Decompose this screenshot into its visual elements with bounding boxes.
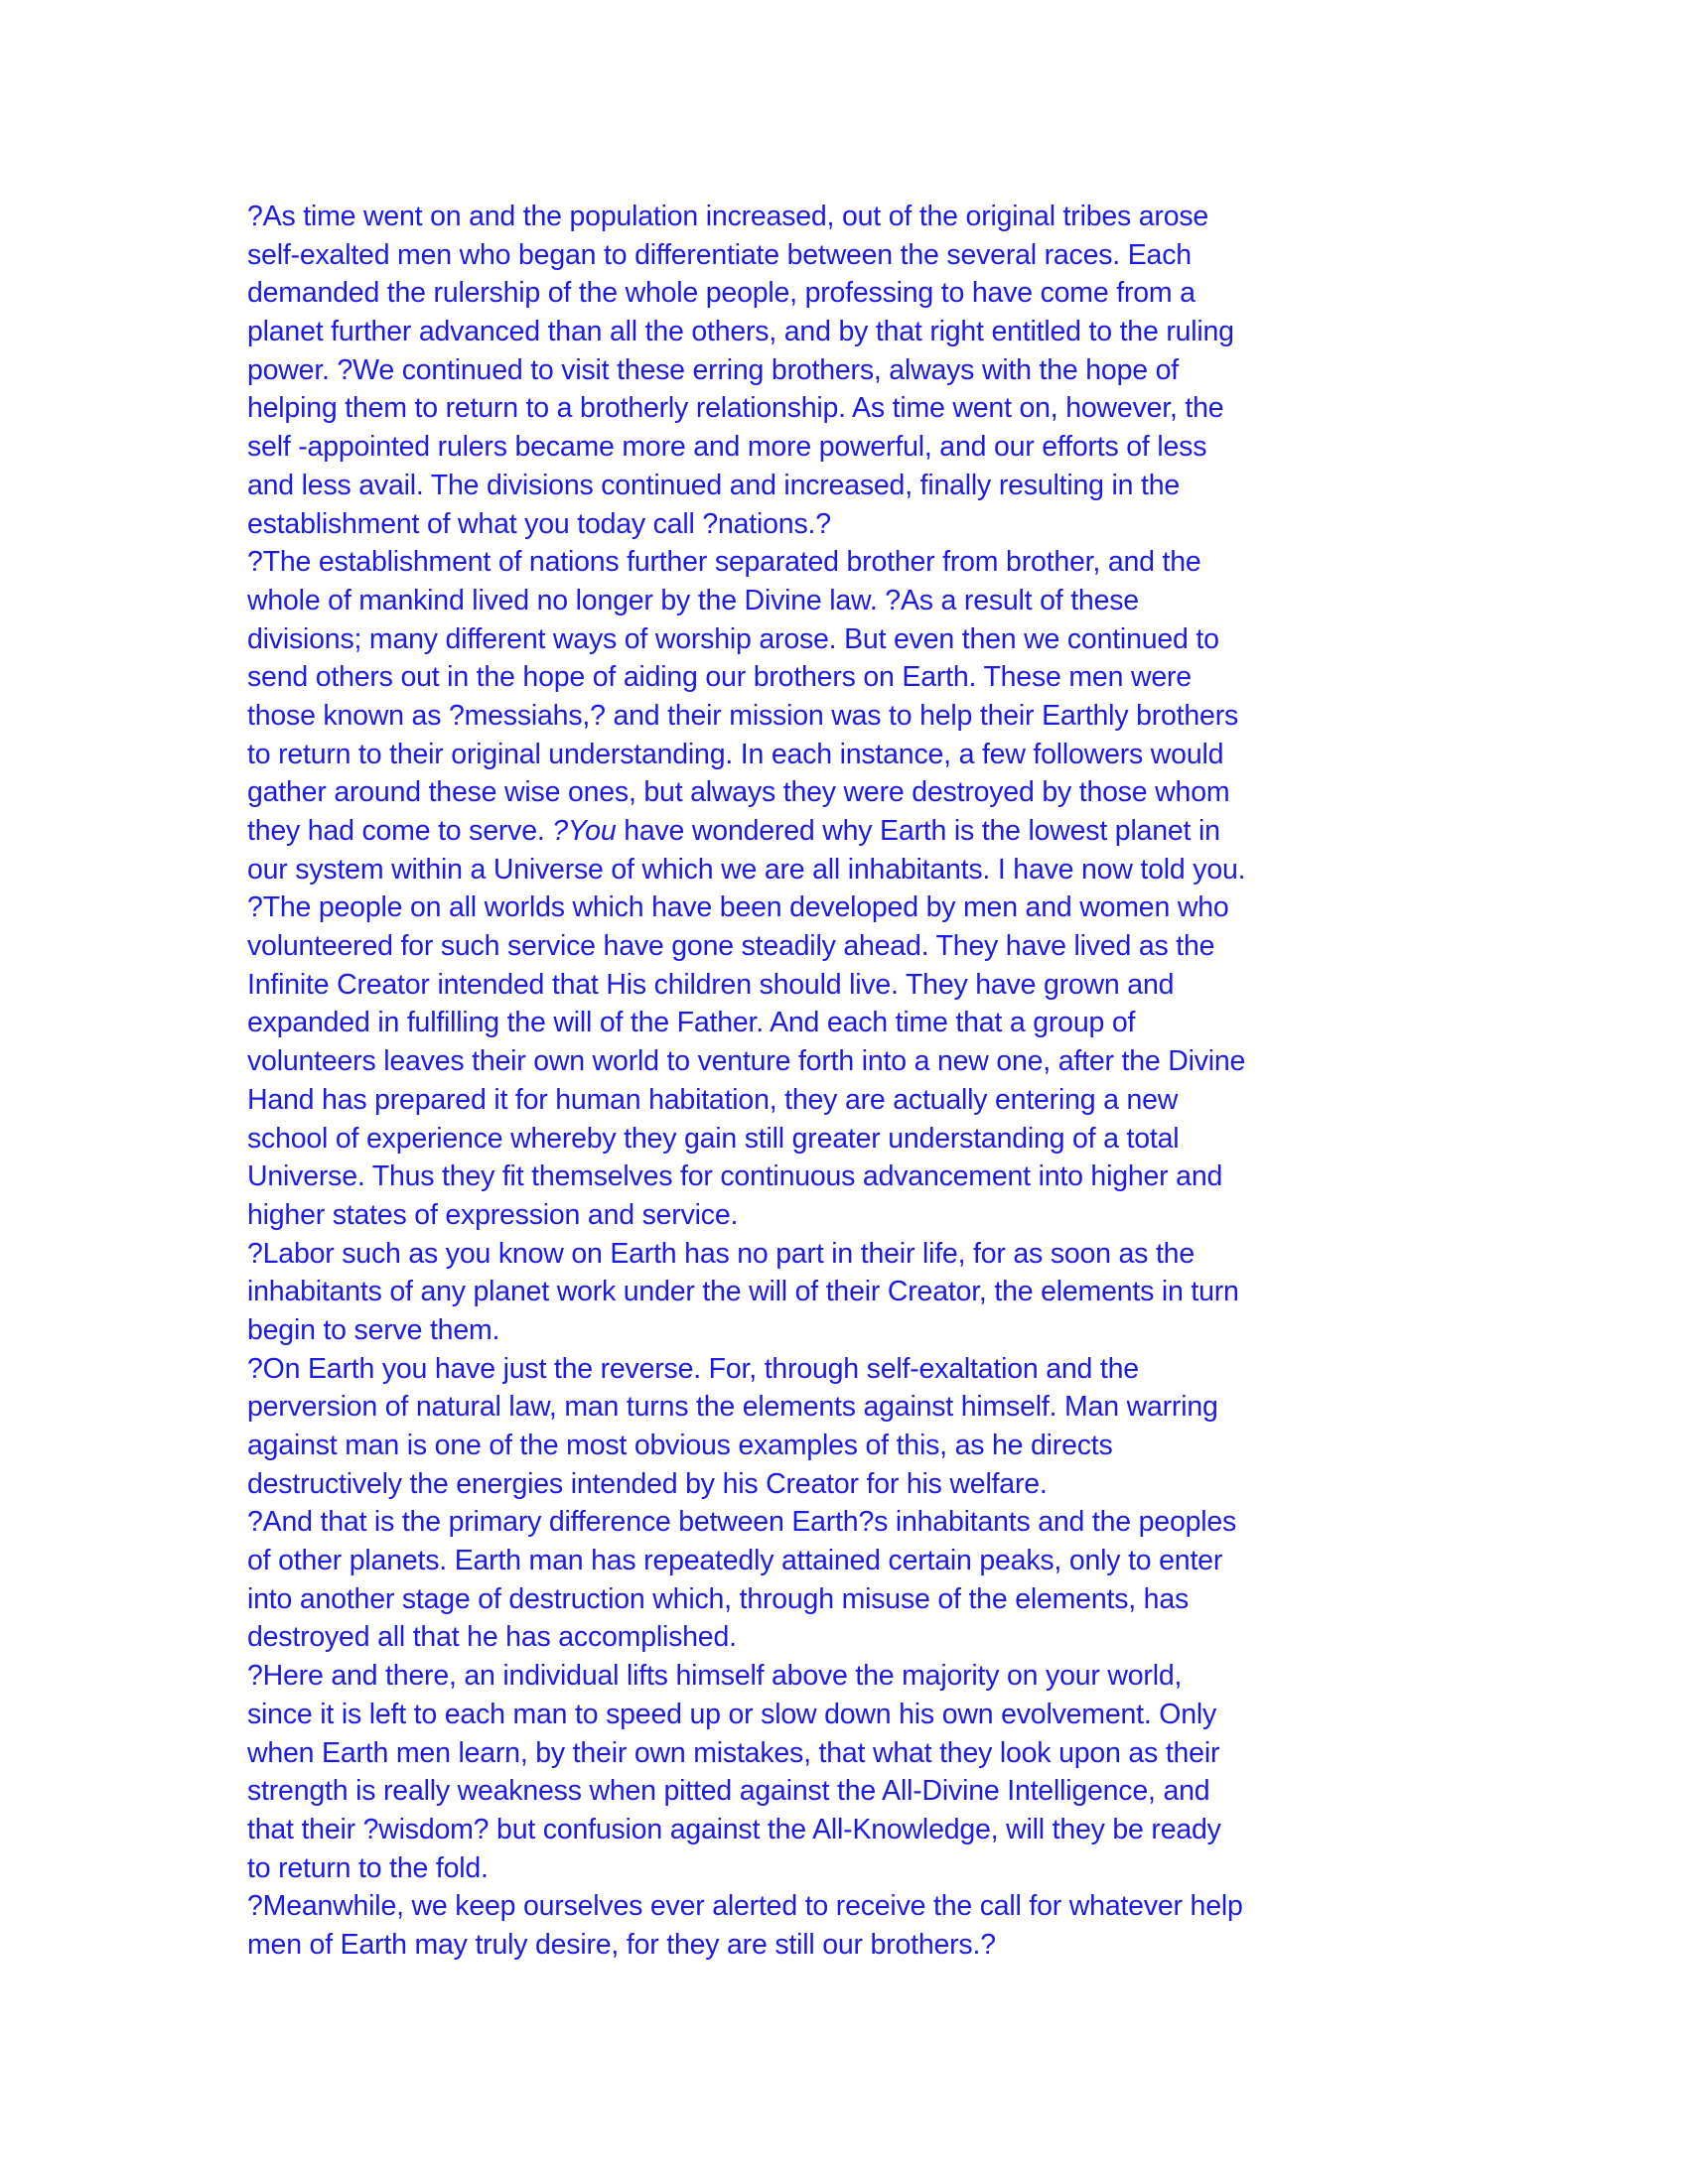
text-line (247, 236, 1478, 275)
text-line (247, 1004, 1478, 1042)
text-segment: have wondered why Earth is the lowest planet in (616, 815, 1220, 847)
text-line (247, 467, 1478, 505)
text-segment: into another stage of destruction which, through misuse of the elements, has (247, 1582, 1190, 1615)
text-line (247, 1120, 1478, 1159)
text-segment: ?As time went on and the population increased, out of the original tribes arose (247, 201, 1209, 232)
text-segment: helping them to return to a brotherly relationship. As time went on, however, the (247, 392, 1224, 425)
text-segment: destroyed all that he has accomplished. (247, 1621, 737, 1654)
text-line (247, 543, 1478, 582)
text-line (247, 1811, 1478, 1849)
text-segment: expanded in fulfilling the will of the Father. And each time that a group of (247, 1007, 1136, 1039)
text-segment: self -appointed rulers became more and more powerful, and our efforts of less (247, 431, 1207, 464)
text-line (247, 1042, 1478, 1081)
text-segment: send others out in the hope of aiding our brothers on Earth. These men were (247, 661, 1192, 694)
text-line (247, 1273, 1478, 1311)
text-line (247, 1235, 1478, 1274)
text-line (247, 812, 1478, 851)
text-segment: Infinite Creator intended that His children should live. They have grown and (247, 968, 1175, 1001)
text-segment: since it is left to each man to speed up or slow down his own evolvement. Only (247, 1698, 1217, 1730)
text-line (247, 1772, 1478, 1811)
text-line (247, 697, 1478, 736)
document-text-block (247, 198, 1478, 1965)
text-line (247, 1311, 1478, 1350)
text-line (247, 1696, 1478, 1734)
text-line (247, 888, 1478, 927)
text-line (247, 428, 1478, 467)
text-line (247, 582, 1478, 620)
text-segment: strength is really weakness when pitted against the All-Divine Intelligence, and (247, 1775, 1210, 1808)
text-line (247, 1926, 1478, 1965)
text-segment: divisions; many different ways of worship arose. But even then we continued to (247, 622, 1219, 655)
text-segment: when Earth men learn, by their own mistakes, that what they look upon as their (247, 1736, 1220, 1769)
text-segment: higher states of expression and service. (247, 1198, 739, 1231)
text-line (247, 1427, 1478, 1465)
text-segment: planet further advanced than all the others, and by that right entitled to the ruling (247, 316, 1234, 348)
text-segment: of other planets. Earth man has repeatedly attained certain peaks, only to enter (247, 1545, 1223, 1577)
text-segment: men of Earth may truly desire, for they are still our brothers.? (247, 1928, 996, 1961)
text-segment: volunteered for such service have gone steadily ahead. They have lived as the (247, 930, 1215, 963)
text-segment: whole of mankind lived no longer by the Divine law. ?As a result of these (247, 584, 1139, 616)
italic-text: ?You (552, 815, 617, 847)
text-segment: those known as ?messiahs,? and their mission was to help their Earthly brothers (247, 699, 1239, 732)
text-line (247, 851, 1478, 889)
text-line (247, 773, 1478, 812)
text-line (247, 1849, 1478, 1888)
text-segment: to return to their original understanding. In each instance, a few followers would (247, 738, 1224, 770)
text-segment: ?Meanwhile, we keep ourselves ever alerted to receive the call for whatever help (247, 1890, 1243, 1923)
text-segment: ?Here and there, an individual lifts himself above the majority on your world, (247, 1660, 1183, 1693)
text-line (247, 966, 1478, 1005)
text-line (247, 1350, 1478, 1389)
text-line (247, 658, 1478, 697)
text-line (247, 927, 1478, 966)
text-line (247, 1542, 1478, 1580)
text-line (247, 1465, 1478, 1504)
text-line (247, 1734, 1478, 1773)
text-segment: perversion of natural law, man turns the elements against himself. Man warring (247, 1391, 1218, 1424)
text-segment: ?The people on all worlds which have been developed by men and women who (247, 891, 1229, 924)
text-segment: gather around these wise ones, but always they were destroyed by those whom (247, 776, 1230, 809)
text-line (247, 1618, 1478, 1657)
text-line (247, 1580, 1478, 1619)
text-segment: ?Labor such as you know on Earth has no part in their life, for as soon as the (247, 1237, 1195, 1270)
text-segment: volunteers leaves their own world to venture forth into a new one, after the Divine (247, 1045, 1246, 1078)
text-segment: inhabitants of any planet work under the will of their Creator, the elements in turn (247, 1276, 1239, 1308)
text-line (247, 1196, 1478, 1235)
text-segment: demanded the rulership of the whole people, professing to have come from a (247, 277, 1196, 310)
text-segment: our system within a Universe of which we are all inhabitants. I have now told you. (247, 853, 1246, 886)
text-line (247, 351, 1478, 390)
text-segment: that their ?wisdom? but confusion against the All-Knowledge, will they be ready (247, 1813, 1221, 1845)
text-segment: Hand has prepared it for human habitation, they are actually entering a new (247, 1083, 1179, 1116)
text-segment: Universe. Thus they fit themselves for continuous advancement into higher and (247, 1160, 1223, 1193)
text-segment: ?On Earth you have just the reverse. For, through self-exaltation and the (247, 1352, 1139, 1385)
text-line (247, 198, 1478, 236)
text-segment: ?And that is the primary difference between Earth?s inhabitants and the peoples (247, 1506, 1237, 1539)
text-segment: school of experience whereby they gain still greater understanding of a total (247, 1122, 1180, 1155)
text-line (247, 389, 1478, 428)
text-line (247, 313, 1478, 351)
text-segment: they had come to serve. (247, 815, 553, 847)
text-line (247, 1503, 1478, 1542)
text-line (247, 505, 1478, 544)
text-line (247, 274, 1478, 313)
text-segment: to return to the fold. (247, 1851, 489, 1884)
text-line (247, 1081, 1478, 1120)
text-line (247, 1657, 1478, 1696)
text-segment: begin to serve them. (247, 1313, 500, 1346)
text-line (247, 1887, 1478, 1926)
text-line (247, 736, 1478, 774)
text-segment: establishment of what you today call ?nations.? (247, 507, 831, 540)
text-segment: and less avail. The divisions continued and increased, finally resulting in the (247, 469, 1180, 501)
text-segment: ?The establishment of nations further separated brother from brother, and the (247, 546, 1201, 579)
text-line (247, 620, 1478, 659)
text-line (247, 1388, 1478, 1427)
text-segment: self-exalted men who began to differentiate between the several races. Each (247, 238, 1192, 271)
text-segment: power. ?We continued to visit these erring brothers, always with the hope of (247, 353, 1179, 386)
text-line (247, 1158, 1478, 1196)
text-segment: destructively the energies intended by his Creator for his welfare. (247, 1467, 1048, 1500)
text-segment: against man is one of the most obvious examples of this, as he directs (247, 1430, 1113, 1461)
